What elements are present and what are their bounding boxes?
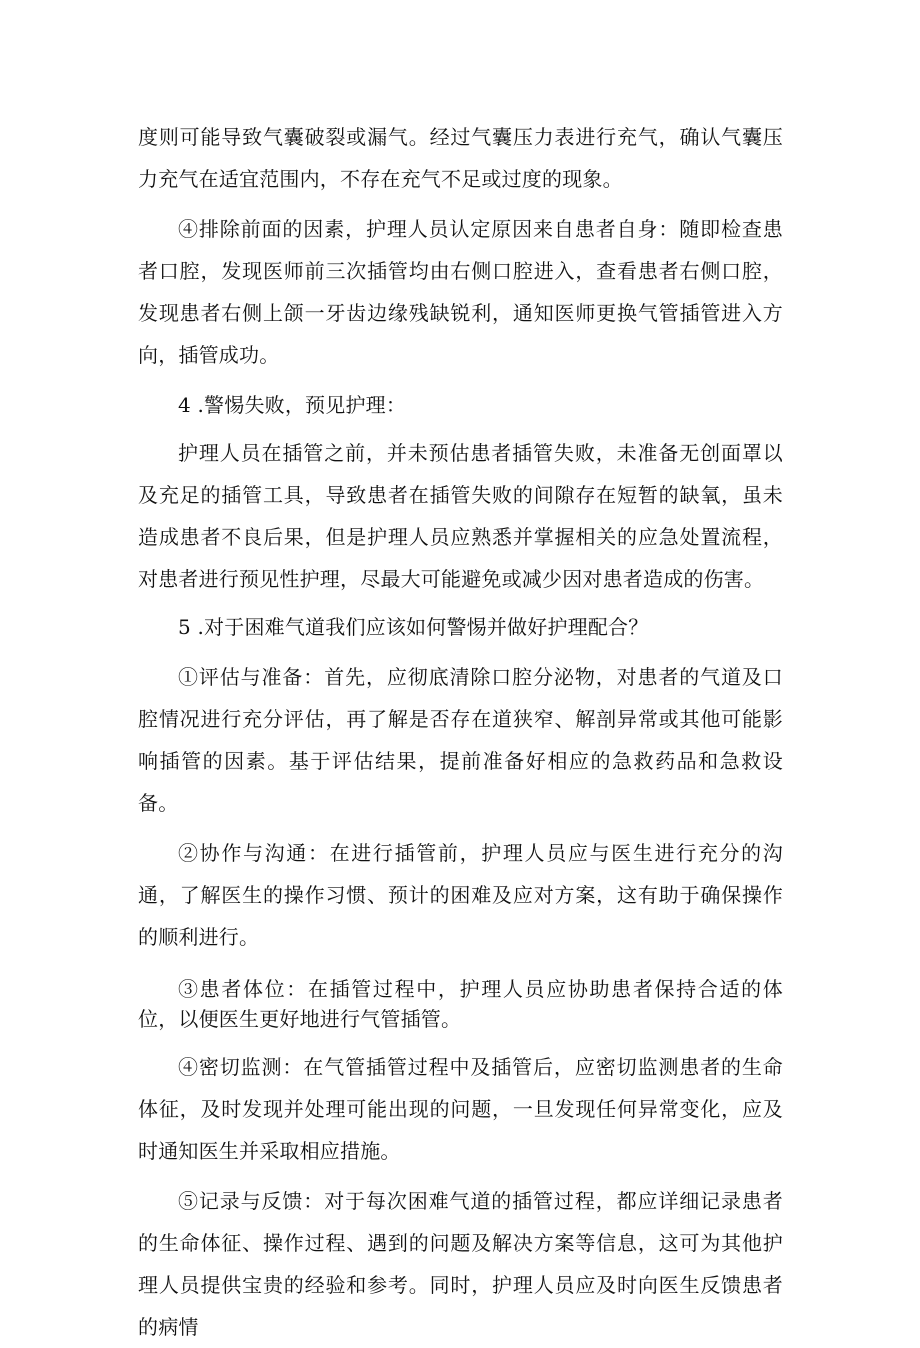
paragraph-cuff-pressure: 度则可能导致气囊破裂或漏气。经过气囊压力表进行充气，确认气囊压力充气在适宜范围内，不存在充气不足或过度的现象。	[138, 125, 783, 191]
paragraph-monitoring: ④密切监测：在气管插管过程中及插管后，应密切监测患者的生命体征，及时发现并处理可能出现的问题，一旦发现任何异常变化，应及时通知医生并采取相应措施。	[138, 1055, 783, 1163]
paragraph-patient-factor: ④排除前面的因素，护理人员认定原因来自患者自身：随即检查患者口腔，发现医师前三次插管均由右侧口腔进入，查看患者右侧口腔，发现患者右侧上颌一牙齿边缘残缺锐利，通知医师更换气管插管进入方向，插管成功。	[138, 217, 783, 367]
section-heading-5: 5 .对于困难气道我们应该如何警惕并做好护理配合？	[178, 615, 649, 639]
document-body	[138, 116, 783, 1348]
paragraph-assessment: ①评估与准备：首先，应彻底清除口腔分泌物，对患者的气道及口腔情况进行充分评估，再了解是否存在道狭窄、解剖异常或其他可能影响插管的因素。基于评估结果，提前准备好相应的急救药品和急救设备。	[138, 665, 783, 815]
paragraph-anticipatory-care: 护理人员在插管之前，并未预估患者插管失败，未准备无创面罩以及充足的插管工具，导致患者在插管失败的间隙存在短暂的缺氧，虽未造成患者不良后果，但是护理人员应熟悉并掌握相关的应急处置流程，对患者进行预见性护理，尽最大可能避免或减少因对患者造成的伤害。	[138, 441, 783, 591]
paragraph-communication: ②协作与沟通：在进行插管前，护理人员应与医生进行充分的沟通，了解医生的操作习惯、预计的困难及应对方案，这有助于确保操作的顺利进行。	[138, 841, 783, 949]
paragraph-documentation: ⑤记录与反馈：对于每次困难气道的插管过程，都应详细记录患者的生命体征、操作过程、遇到的问题及解决方案等信息，这可为其他护理人员提供宝贵的经验和参考。同时，护理人员应及时向医生反馈患者的病情	[138, 1189, 783, 1339]
paragraph-positioning: ③患者体位：在插管过程中，护理人员应协助患者保持合适的体位，以便医生更好地进行气管插管。	[138, 977, 783, 1031]
section-heading-4: 4 .警惕失败，预见护理：	[178, 393, 407, 417]
